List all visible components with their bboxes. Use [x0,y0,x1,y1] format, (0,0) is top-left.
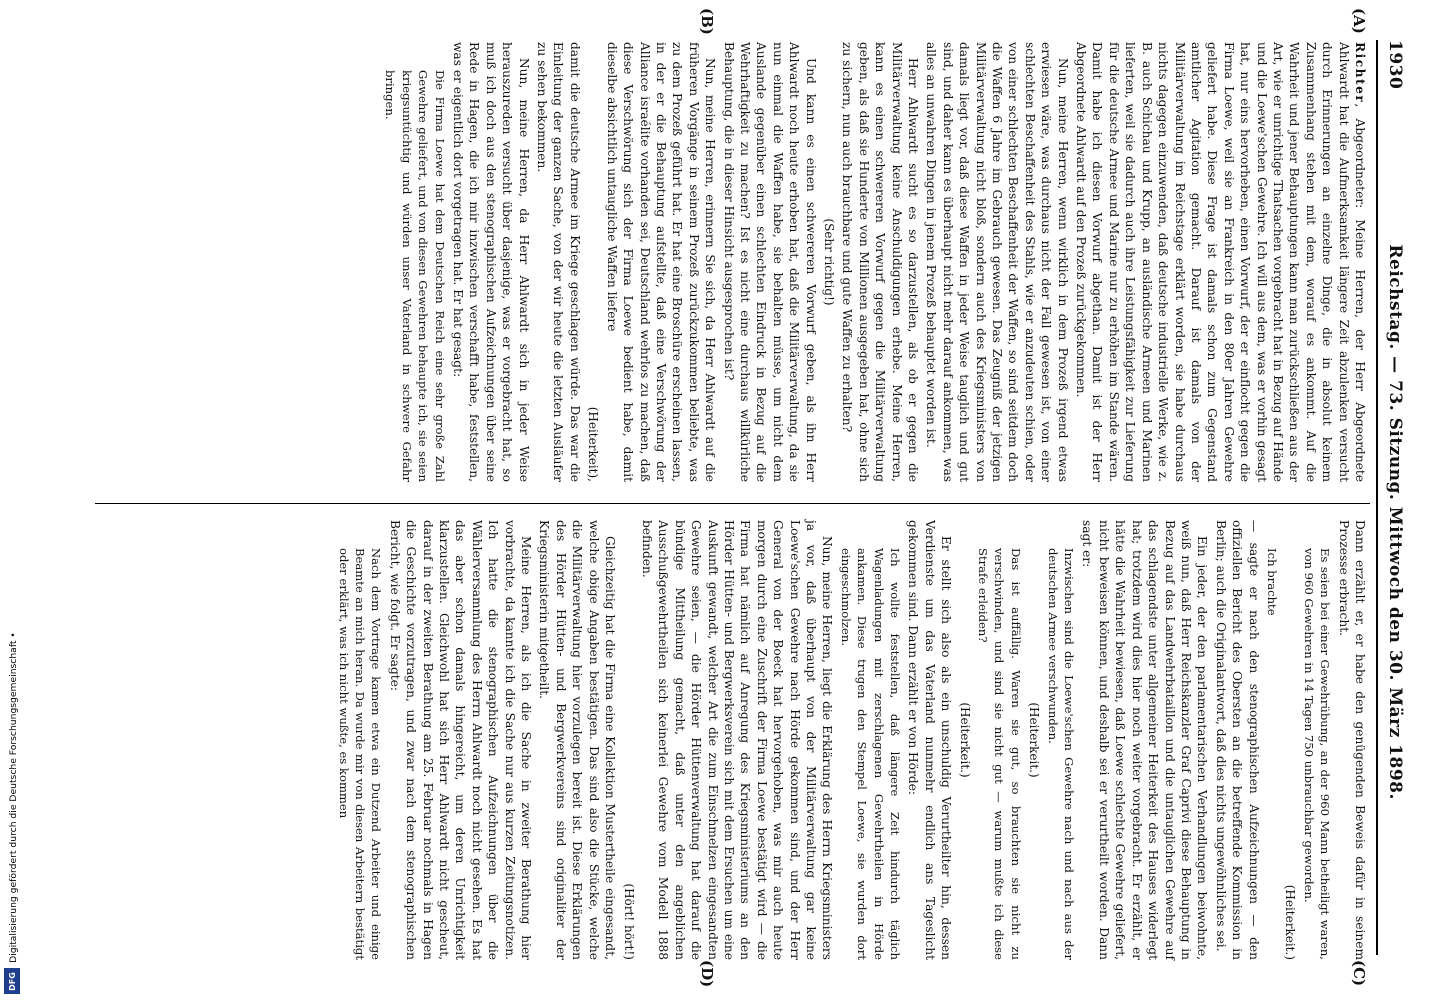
right-column [333,520,1368,960]
paragraph: Nun, meine Herren, da Herr Ahlwardt sich in jeder Weise herauszureden versucht über dasjenige, was er vorgebracht hat, so muß ich doch aus den stenographischen Aufzeichnungen über seine Rede in Hagen, die ich mir inzwischen verschafft habe, feststellen, was er eigentlich dort vorgetragen hat. Er hat gesagt: [451,42,531,482]
paragraph: Er stellt sich also als ein unschuldig Verurtheilter hin, dessen Verdienste um das Vaterland nunmehr endlich ans Tageslicht gekommen sind. Dann erzählt er von Hörde: [906,520,954,960]
paragraph: damit die deutsche Armee im Kriege geschlagen würde. Das war die Einleitung der ganzen Sache, von der wir heute die letzten Ausläufer zu sehen bekommen. [535,42,582,482]
column-separator [95,503,1370,504]
margin-letter-b: (B) [698,8,716,35]
quotation: Es seien bei einer Gewehrübung, an der 960 Mann betheiligt waren, von 960 Gewehren in 14 Tagen 750 unbrauchbar geworden. [1301,548,1333,960]
paragraph: Herr Ahlwardt sucht es so darzustellen, als ob er gegen die Militärverwaltung keine Anschuldigungen erhebe. Meine Herren, kann es einen schwereren Vorwurf gegen die Militärverwaltung geben, als daß sie Hunderte von Millionen ausgegeben hat, ohne sich zu sichern, nun auch brauchbare und gute Waffen zu erhalten? [840,42,921,482]
quotation: Ich brachte [1264,548,1279,616]
paragraph: Nun, meine Herren, liegt die Erklärung des Herrn Kriegsministers ja vor, daß überhaupt von der Militärverwaltung gar keine Loewe'schen Gewehre nach Hörde gekommen sind, und der Herr General von der Boeck hat hervorgehoben, was mir auch heute morgen durch eine Zuschrift der Firma Loewe bestätigt wird — die Firma hat nämlich auf Anregung des Kriegsministeriums an den Hörder Hütten- und Bergwerksverein sich mit dem Ersuchen um eine Auskunft gewandt, welcher Art die zum Einschmelzen eingesandten Gewehre seien, — die Hörder Hüttenverwaltung hat darauf die bündige Mittheilung gemacht, daß unter den angeblichen Ausschußgewehrtheilen sich keinerlei Gewehre vom Modell 1888 befinden. [639,520,835,960]
quotation: Die Firma Loewe hat dem Deutschen Reich eine sehr große Zahl Gewehre geliefert, und von diesen Gewehren behaupte ich, sie seien kriegsuntüchtig und würden unser Vaterland in schwere Gefahr bringen. [383,70,447,482]
dfg-logo-text: DFG [7,971,17,991]
paragraph: Ein jeder, der den parlamentarischen Verhandlungen beiwohnte, weiß nun, daß Herr Reichskanzler Graf Caprivi diese Behauptung in Bezug auf das Landwehrbataillon und die untauglichen Gewehre auf das schlagendste unter allgemeiner Heiterkeit des Hauses widerlegt hat; trotzdem wird dies hier noch weiter vorgebracht. Er erzählt, er hätte die Wahrheit bewiesen, daß Loewe schlechte Gewehre geliefert, nicht beweisen können, und deshalb sei er verurtheilt worden. Dann sagt er: [1080,520,1210,960]
paragraph: Nun, meine Herren, erinnern Sie sich, da Herr Ahlwardt auf die früheren Vorgänge in seinem Prozeß zurückzukommen beliebte, was zu dem Prozeß geführt hat. Er hat eine Broschüre erscheinen lassen, in der er die Behauptung aufstellte, daß eine Verschwörung der Alliance israélite vorhanden sei, Deutschland wehrlos zu machen, daß diese Verschwörung sich der Firma Loewe bedient habe, damit dieselbe absichtlich untaugliche Waffen liefere [604,42,718,482]
margin-letter-d: (D) [698,960,716,988]
interjection: (Heiterkeit.) [957,702,972,778]
speaker-name: Richter [1353,42,1367,104]
margin-letter-a: (A) [1350,8,1368,34]
margin-letter-c: (C) [1350,960,1368,987]
header-rule [1376,40,1378,955]
interjection: (Heiterkeit.) [1027,702,1042,778]
paragraph: Dann erzählt er, er habe den genügenden Beweis dafür in seinem Prozesse erbracht. [1336,520,1367,960]
paragraph: Und kann es einen schwereren Vorwurf geben, als ihn Herr Ahlwardt noch heute erhoben hat, daß die Militärverwaltung, da sie nun einmal die Waffen habe, sie behalten müsse, um nicht dem Auslande gegenüber einen schlechten Eindruck in Bezug auf die Wehrhaftigkeit zu machen? Ist es nicht eine durchaus willkürliche Behauptung, die in dieser Hinsicht ausgesprochen ist? [721,42,818,482]
interjection: (Heiterkeit.) [1283,884,1298,960]
left-column [380,42,1368,482]
interjection: (Heiterkeit), [586,406,601,482]
credit-text: Digitalisierung gefördert durch die Deutsche Forschungsgemeinschaft • [7,632,19,963]
paragraph: Nun, meine Herren, wenn wirklich in dem Prozeß irgend etwas erwiesen wäre, was durchaus nicht der Fall gewesen ist, von einer schlechten Beschaffenheit des Stahls, wie er anzudeuten schien, oder von einer schlechten Beschaffenheit der Waffen, so sind seitdem doch die Waffen 6 Jahre im Gebrauch gewesen. Das Zeugniß der jetzigen Militärverwaltung nicht bloß, sondern auch des Kriegsministers von damals liegt vor, daß diese Waffen in jeder Weise tauglich und gut sind, und daher kann es überhaupt nicht mehr darauf ankommen, was alles an unwahren Dingen in jenem Prozeß behauptet worden ist. [924,42,1070,482]
quotation: Ich wollte feststellen, daß längere Zeit hindurch täglich Wagenladungen mit zerschlagenen Gewehrtheilen in Hörde ankamen. Diese trugen den Stempel Loewe, sie wurden dort eingeschmolzen. [838,548,903,960]
paragraph [1073,42,1368,482]
paragraph: Meine Herren, als ich die Sache in zweiter Berathung hier vorbrachte, da kannte ich die Sache nur aus kurzen Zeitungsnotizen. Ich hatte die stenographischen Aufzeichnungen über die Wählerversammlung des Herrn Ahlwardt noch nicht gesehen. Es hat das aber schon damals hingereicht, um deren Unrichtigkeit klarzustellen. Gleichwohl hat sich Herr Ahlwardt nicht gescheut, darauf in der zweiten Berathung am 25. Februar nochmals in Hagen die Geschichte vorzutragen, und zwar nach dem stenographischen Bericht, wie folgt. Er sagte: [387,520,534,960]
paragraph: Gleichzeitig hat die Firma eine Kollektion Mustertheile eingesandt, welche obige Angaben bestätigen. Das sind also die Stücke, welche die Militärverwaltung hier vorzulegen bereit ist. Diese Erklärungen des Hörder Hütten- und Bergwerkvereins sind originaliter der Kriegsministerin mitgetheilt. [537,520,618,960]
quotation: Nach dem Vortrage kamen etwa ein Dutzend Arbeiter und einige Beamte an mich heran. Da wurde mir von diesen Arbeitern bestätigt oder erklärt, was ich nicht wußte, es kommen [336,548,384,960]
paragraph-text: , Abgeordneter: Meine Herren, der Herr Abgeordnete Ahlwardt hat die Aufmerksamkeit längere Zeit abzulenken versucht durch Erinnerungen an einzelne Dinge, die in absolut keinem Zusammenhang stehen mit dem, worauf es ankommt. Auf die Wahrheit und jener Behauptungen kann man zurückschließen aus der Art, wie er unrichtige Thatsachen vorgebracht hat in Bezug auf Hände und die Loewe'schen Gewehre. Ich will aus dem, was er vorhin gesagt hat, nur eins hervorheben, einen Vorwurf, der er einflocht gegen die Firma Loewe, weil sie an Frankreich in den 80er Jahren Gewehre geliefert habe. Diese Frage ist damals schon zum Gegenstand amtlicher Agitation gemacht. Darauf ist damals von der Militärverwaltung im Reichstage erklärt worden, sie habe durchaus nichts dagegen einzuwenden, daß deutsche industrielle Werke, wie z. B. auch Schichau und Krupp, an ausländische Armeen und Marinen lieferten, weil sie dadurch auch ihre Leistungsfähigkeit zur Lieferung für die deutsche Armee und Marine nur zu erhöhen im Stande wären. Damit habe ich diesen Vorwurf abgethan. Damit ist der Herr Abgeordnete Ahlwardt auf den Prozeß zurückgekommen. [1074,42,1367,482]
interjection: (Hört! hört!) [621,883,636,960]
interjection: (Sehr richtig!) [822,218,836,306]
dfg-logo [4,968,20,994]
paragraph: — sagte er nach den stenographischen Aufzeichnungen — den offiziellen Bericht des Obersten an die betreffende Kommission in Berlin; auch die Originalantwort, daß dies nichts ungewöhnliches sei. [1213,520,1261,960]
page-header [1378,40,1412,955]
running-title: Reichstag. — 73. Sitzung. Mittwoch den 30. März 1898. [1385,244,1405,800]
digitization-credit [6,605,20,990]
quotation: Das ist auffällig. Waren sie gut, so brauchten sie nicht zu verschwinden, und sind sie nicht gut — warum mußte ich diese Strafe erleiden? [976,548,1023,960]
quotation: Inzwischen sind die Loewe'schen Gewehre nach und nach aus der deutschen Armee verschwunden. [1045,548,1077,960]
page-number: 1930 [1385,40,1405,90]
